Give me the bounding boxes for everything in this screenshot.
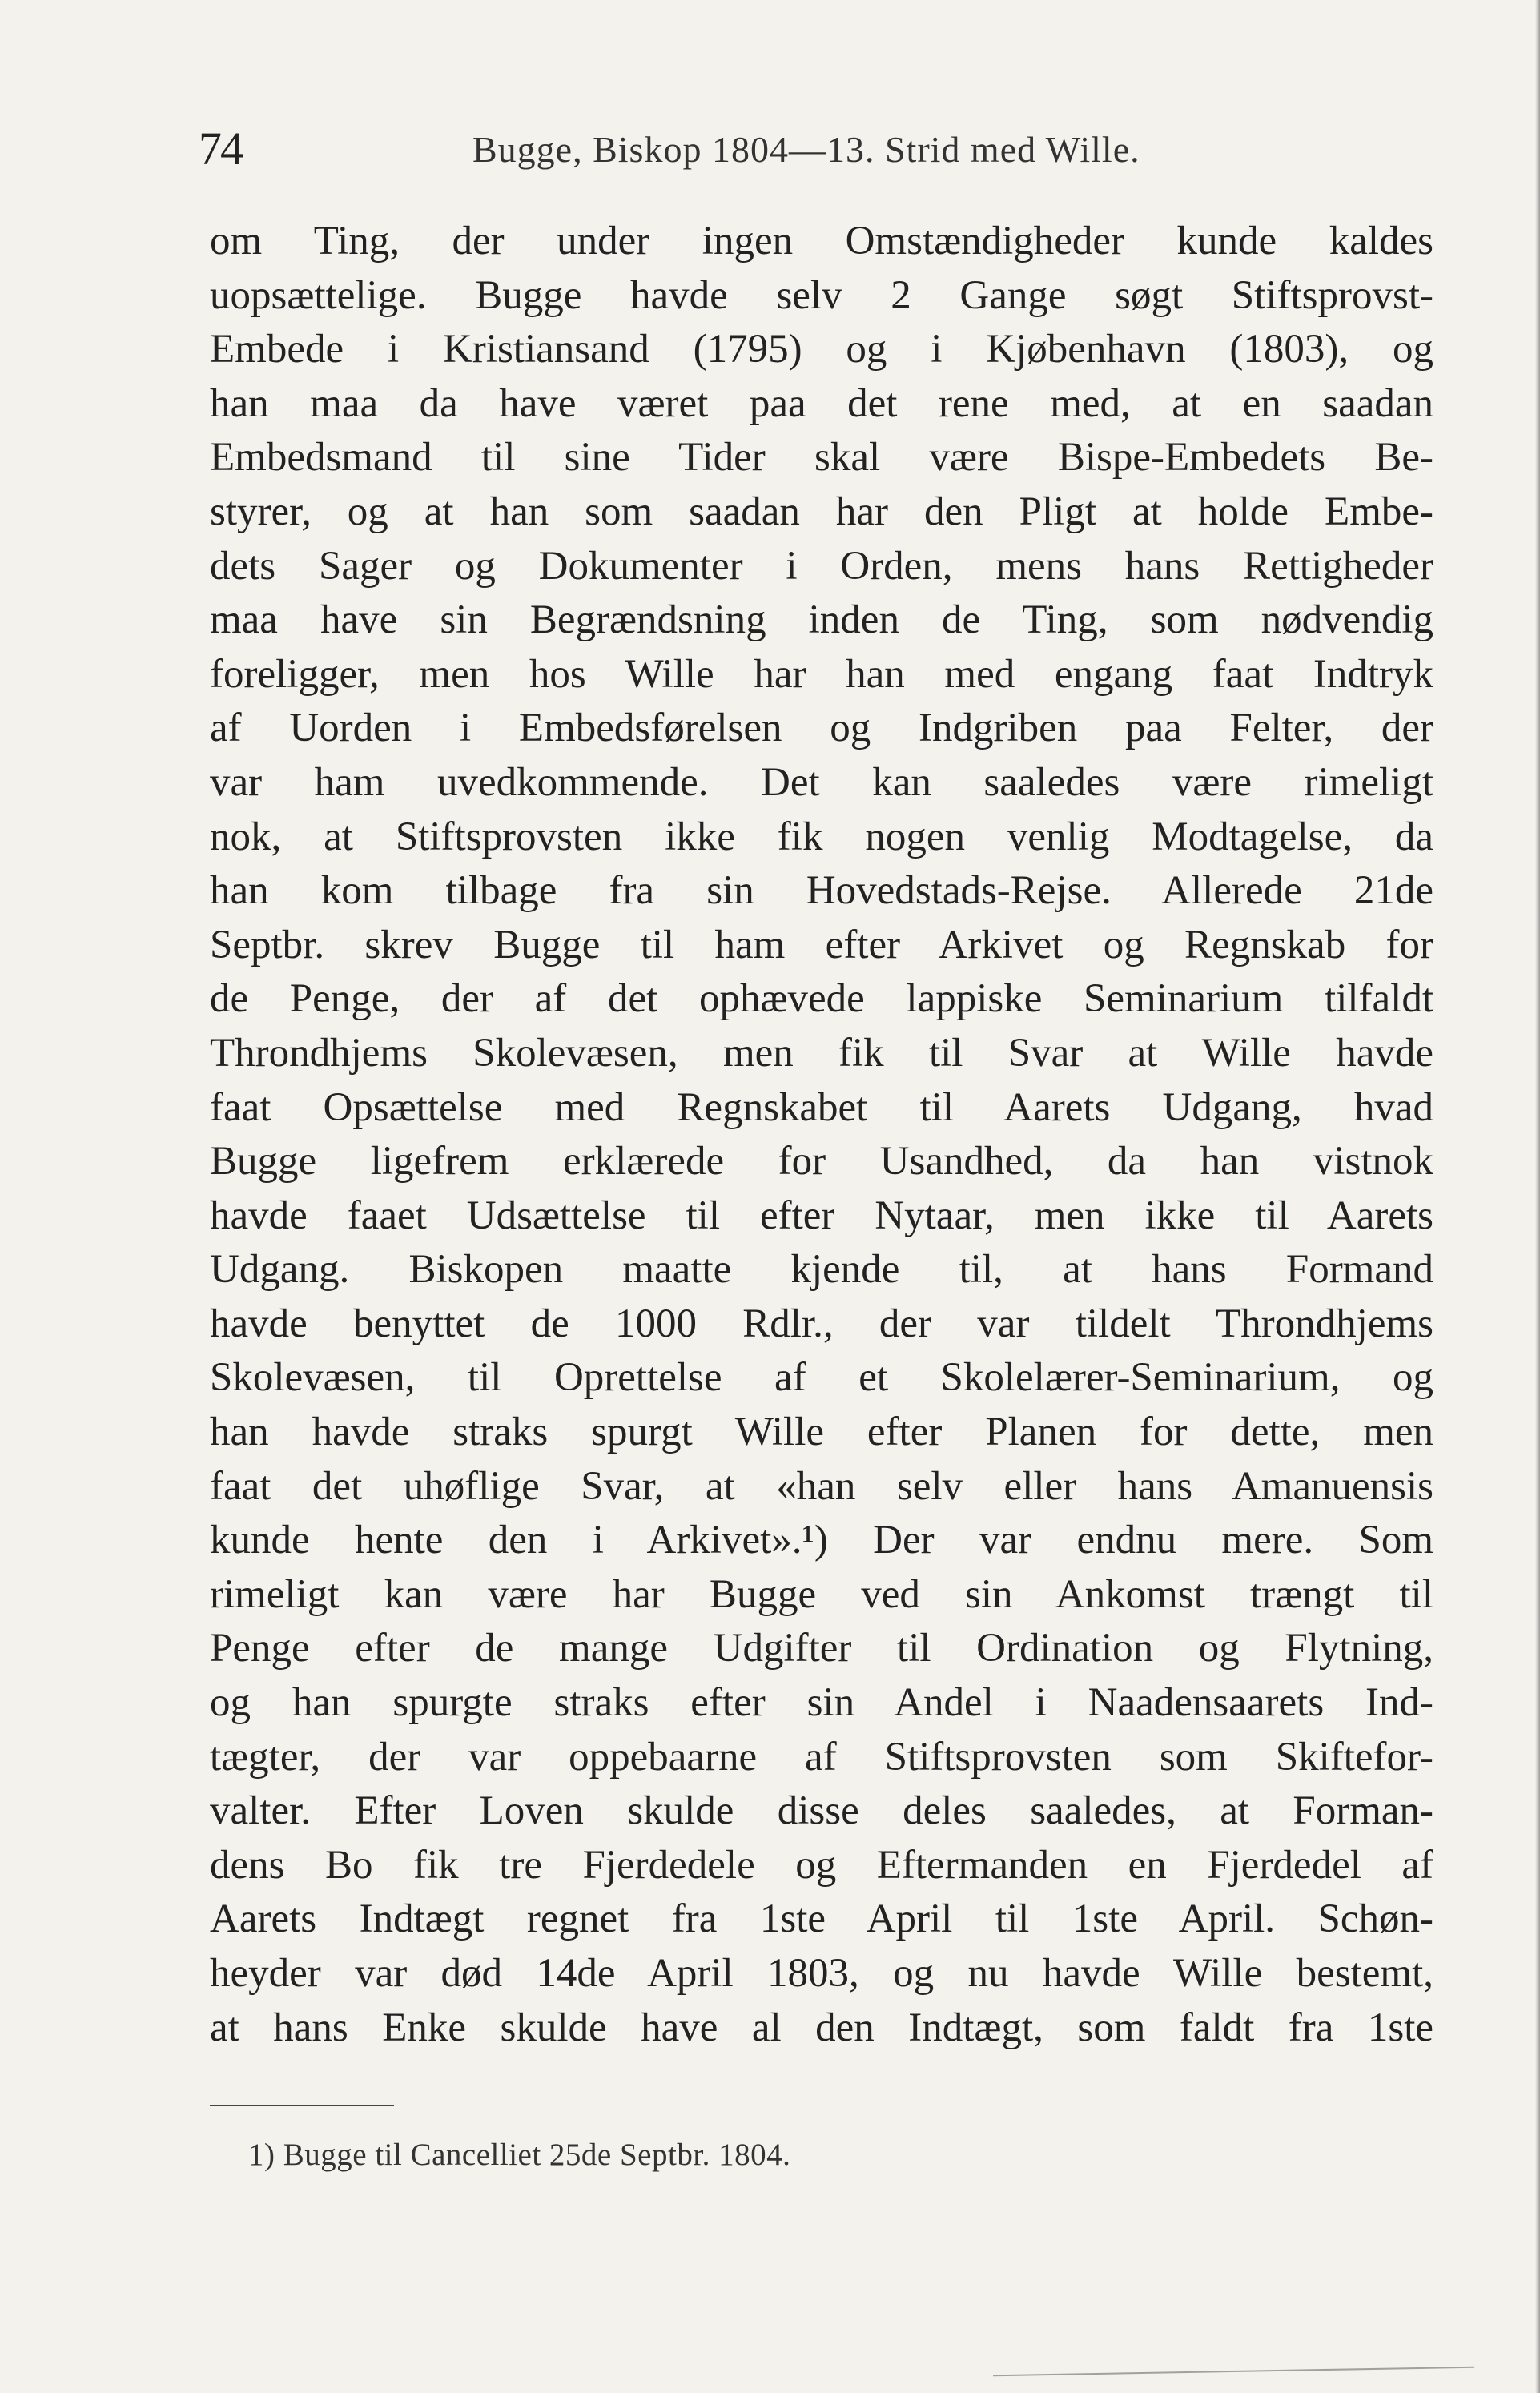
text-line: og han spurgte straks efter sin Andel i Naadensaarets Ind- (210, 1680, 1433, 1726)
text-line: Skolevæsen, til Oprettelse af et Skolelærer-Seminarium, og (210, 1355, 1433, 1401)
scan-edge-line (993, 2367, 1474, 2376)
text-line: han maa da have været paa det rene med, at en saadan (210, 380, 1433, 426)
text-line: nok, at Stiftsprovsten ikke fik nogen venlig Modtagelse, da (210, 814, 1433, 859)
text-line: faat det uhøflige Svar, at «han selv eller hans Amanuensis (210, 1463, 1433, 1509)
text-line: havde faaet Udsættelse til efter Nytaar, men ikke til Aarets (210, 1192, 1433, 1238)
text-line: dets Sager og Dokumenter i Orden, mens hans Rettigheder (210, 543, 1433, 589)
text-line: faat Opsættelse med Regnskabet til Aarets Udgang, hvad (210, 1084, 1433, 1130)
text-line: maa have sin Begrændsning inden de Ting, som nødvendig (210, 597, 1433, 643)
text-line: uopsættelige. Bugge havde selv 2 Gange søgt Stiftsprovst- (210, 272, 1433, 318)
footnote-divider (210, 2105, 394, 2106)
text-line: Udgang. Biskopen maatte kjende til, at hans Formand (210, 1247, 1433, 1293)
text-line: var ham uvedkommende. Det kan saaledes være rimeligt (210, 759, 1433, 805)
text-line: kunde hente den i Arkivet».¹) Der var endnu mere. Som (210, 1518, 1433, 1563)
page-edge-shadow (1535, 0, 1540, 2393)
running-header: Bugge, Biskop 1804—13. Strid med Wille. (472, 129, 1140, 170)
footnote (248, 2137, 790, 2173)
text-line: om Ting, der under ingen Omstændigheder kunde kaldes (210, 219, 1433, 263)
text-line: Throndhjems Skolevæsen, men fik til Svar at Wille havde (210, 1030, 1433, 1076)
text-line: han havde straks spurgt Wille efter Planen for dette, men (210, 1410, 1433, 1455)
text-line: at hans Enke skulde have al den Indtægt, som faldt fra 1ste (210, 2005, 1433, 2050)
text-line: styrer, og at han som saadan har den Pligt at holde Embe- (210, 489, 1433, 534)
text-line: havde benyttet de 1000 Rdlr., der var tildelt Throndhjems (210, 1301, 1433, 1346)
text-line: Aarets Indtægt regnet fra 1ste April til 1ste April. Schøn- (210, 1896, 1433, 1942)
text-line: dens Bo fik tre Fjerdedele og Eftermanden en Fjerdedel af (210, 1842, 1433, 1888)
text-line: Embedsmand til sine Tider skal være Bispe-Embedets Be- (210, 435, 1433, 481)
text-line: Embede i Kristiansand (1795) og i Kjøbenhavn (1803), og (210, 327, 1433, 372)
text-line: Penge efter de mange Udgifter til Ordination og Flytning, (210, 1626, 1433, 1671)
text-line: af Uorden i Embedsførelsen og Indgriben paa Felter, der (210, 706, 1433, 751)
text-line: foreligger, men hos Wille har han med engang faat Indtryk (210, 651, 1433, 697)
text-line: valter. Efter Loven skulde disse deles saaledes, at Forman- (210, 1788, 1433, 1834)
text-line: heyder var død 14de April 1803, og nu havde Wille bestemt, (210, 1951, 1433, 1996)
text-line: han kom tilbage fra sin Hovedstads-Rejse. Allerede 21de (210, 868, 1433, 914)
body-text (210, 215, 1433, 2055)
text-line: Septbr. skrev Bugge til ham efter Arkivet og Regnskab for (210, 922, 1433, 967)
footnote-text: Bugge til Cancelliet 25de Septbr. 1804. (283, 2138, 791, 2172)
text-line: rimeligt kan være har Bugge ved sin Ankomst trængt til (210, 1571, 1433, 1617)
text-line: de Penge, der af det ophævede lappiske Seminarium tilfaldt (210, 976, 1433, 1022)
text-line: tægter, der var oppebaarne af Stiftsprovsten som Skiftefor- (210, 1734, 1433, 1780)
page-number: 74 (199, 123, 242, 175)
text-line: Bugge ligefrem erklærede for Usandhed, da han vistnok (210, 1139, 1433, 1184)
footnote-marker: 1) (248, 2138, 275, 2172)
